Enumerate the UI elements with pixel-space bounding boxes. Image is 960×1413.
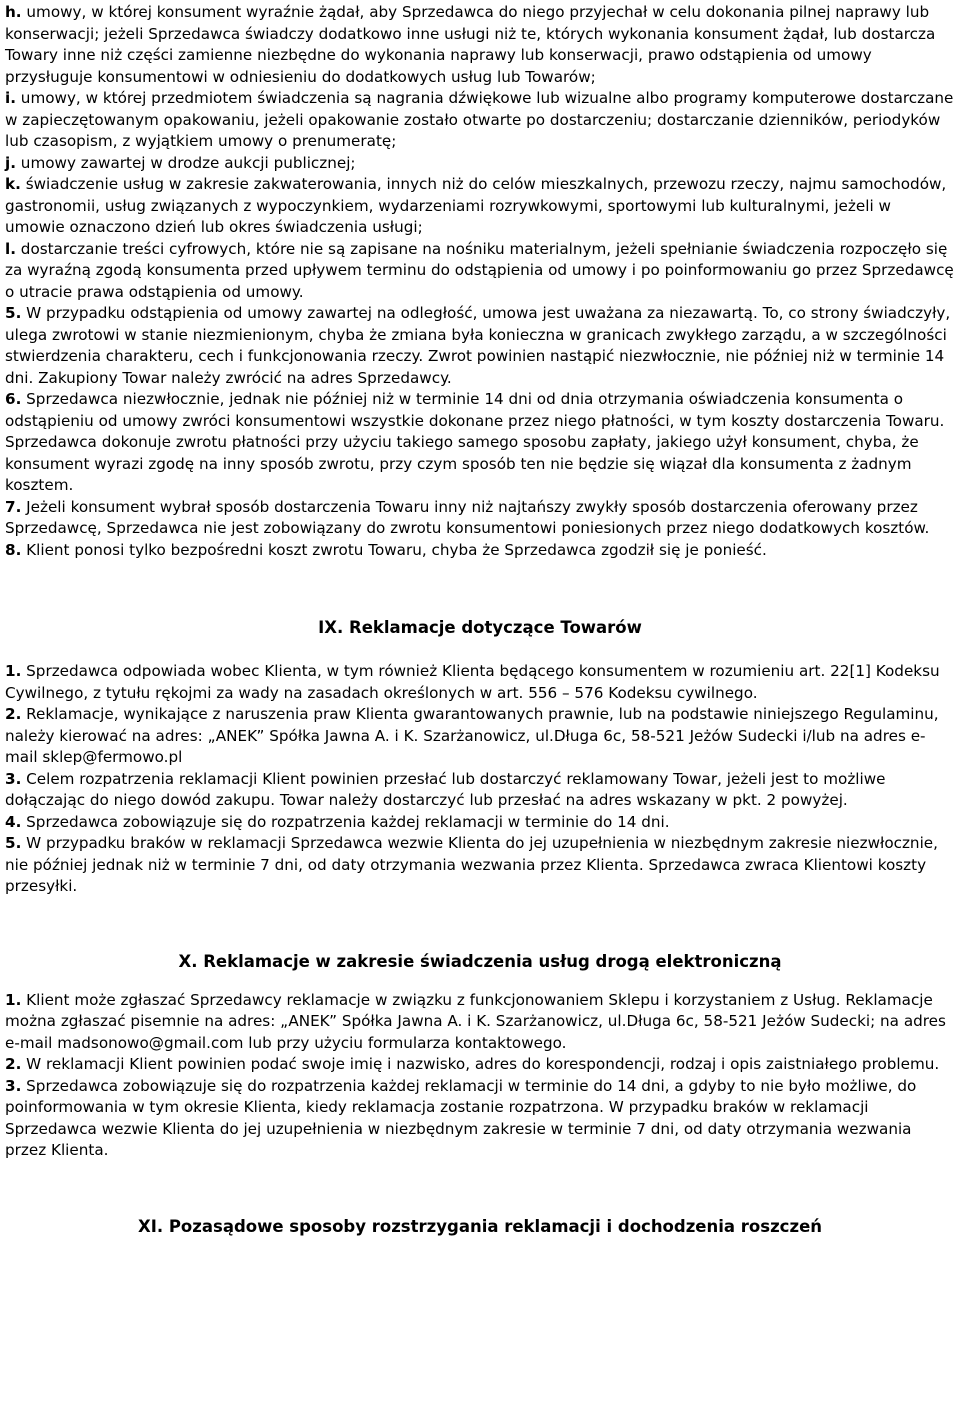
item-text: Sprzedawca zobowiązuje się do rozpatrzenia każdej reklamacji w terminie do 14 dni. (21, 812, 670, 831)
list-item-l (5, 239, 955, 304)
item-text: Sprzedawca odpowiada wobec Klienta, w tym również Klienta będącego konsumentem w rozumieniu art. 22[1] Kodeksu Cywilnego, z tytułu rękojmi za wady na zasadach określonych w art. 556 – 576 Kodeksu cywilnego. (5, 662, 940, 702)
point-6 (5, 389, 955, 497)
item-text: świadczenie usług w zakresie zakwaterowania, innych niż do celów mieszkalnych, przewozu rzeczy, najmu samochodów, gastronomii, usług związanych z wypoczynkiem, wydarzeniami rozrywkowymi, sportowymi lub kulturalnymi, jeżeli w umowie oznaczono dzień lub okres świadczenia usługi; (5, 175, 947, 236)
item-text: W reklamacji Klient powinien podać swoje imię i nazwisko, adres do korespondencji, rodzaj i opis zaistniałego problemu. (21, 1055, 940, 1073)
point-1 (5, 661, 955, 704)
item-text: Celem rozpatrzenia reklamacji Klient powinien przesłać lub dostarczyć reklamowany Towar, jeżeli jest to możliwe dołączając do niego dowód zakupu. Towar należy dostarczyć lub przesłać na adres wskazany w pkt. 2 powyżej. (5, 769, 886, 809)
item-label: 1. (5, 662, 22, 680)
point-5 (5, 833, 955, 898)
item-label: 2. (5, 705, 22, 723)
section-top (5, 2, 955, 561)
section-heading-ix: IX. Reklamacje dotyczące Towarów (318, 618, 642, 637)
item-label: k. (5, 175, 21, 193)
item-text: W przypadku odstąpienia od umowy zawartej na odległość, umowa jest uważana za niezawartą. To, co strony świadczyły, ulega zwrotowi w stanie niezmienionym, chyba że zmiana była konieczna w granicach zwykłego zarządu, a w szczególności stwierdzenia charakteru, cech i funkcjonowania rzeczy. Zwrot powinien nastąpić niezwłocznie, nie później niż w terminie 14 dni. Zakupiony Towar należy zwrócić na adres Sprzedawcy. (5, 304, 951, 387)
point-2 (5, 1054, 955, 1076)
item-text: Jeżeli konsument wybrał sposób dostarczenia Towaru inny niż najtańszy zwykły sposób dostarczenia oferowany przez Sprzedawcę, Sprzedawca nie jest zobowiązany do zwrotu konsumentowi poniesionych przez niego dodatkowych kosztów. (5, 497, 930, 537)
item-text: dostarczanie treści cyfrowych, które nie są zapisane na nośniku materialnym, jeżeli spełnianie świadczenia rozpoczęło się za wyraźną zgodą konsumenta przed upływem terminu do odstąpienia od umowy i po poinformowaniu go przez Sprzedawcę o utracie prawa odstąpienia od umowy. (5, 239, 954, 301)
item-text: Sprzedawca zobowiązuje się do rozpatrzenia każdej reklamacji w terminie do 14 dni, a gdyby to nie było możliwe, do poinformowania w tym okresie Klienta, kiedy reklamacja zostanie rozpatrzona. W przypadku braków w reklamacji Sprzedawca wezwie Klienta do jej uzupełnienia w niezbędnym zakresie w terminie 7 dni, od daty otrzymania wezwania przez Klienta. (5, 1076, 917, 1159)
item-label: h. (5, 3, 22, 21)
list-item-h (5, 2, 955, 88)
item-label: l. (5, 239, 16, 258)
point-3 (5, 1076, 955, 1162)
point-8 (5, 540, 955, 562)
item-label: 5. (5, 304, 22, 322)
point-2 (5, 704, 955, 769)
item-label: 7. (5, 497, 22, 516)
item-text: Reklamacje, wynikające z naruszenia praw Klienta gwarantowanych prawnie, lub na podstawie niniejszego Regulaminu, należy kierować na adres: „ANEK” Spółka Jawna A. i K. Szarżanowicz, ul.Długa 6c, 58-521 Jeżów Sudecki i/lub na adres e-mail sklep@fermowo.pl (5, 705, 939, 766)
item-text: umowy zawartej w drodze aukcji publicznej; (15, 153, 356, 172)
section-ix (5, 661, 955, 898)
item-text: Sprzedawca niezwłocznie, jednak nie później niż w terminie 14 dni od dnia otrzymania oświadczenia konsumenta o odstąpieniu od umowy zwróci konsumentowi wszystkie dokonane przez niego płatności, w tym koszty dostarczenia Towaru. Sprzedawca dokonuje zwrotu płatności przy użyciu takiego samego sposobu zapłaty, jakiego użył konsument, chyba, że konsument wyrazi zgodę na inny sposób zwrotu, przy czym sposób ten nie będzie się wiązał dla konsumenta z żadnym kosztem. (5, 390, 945, 494)
item-label: i. (5, 89, 16, 107)
item-text: Klient może zgłaszać Sprzedawcy reklamacje w związku z funkcjonowaniem Sklepu i korzystaniem z Usług. Reklamacje można zgłaszać pisemnie na adres: „ANEK” Spółka Jawna A. i K. Szarżanowicz, ul.Długa 6c, 58-521 Jeżów Sudecki; na adres e-mail madsonowo@gmail.com lub przy użyciu formularza kontaktowego. (5, 990, 946, 1052)
section-heading-xi: XI. Pozasądowe sposoby rozstrzygania reklamacji i dochodzenia roszczeń (137, 1216, 823, 1236)
item-label: 2. (5, 1055, 22, 1073)
document-page (5, 2, 955, 1238)
point-4 (5, 812, 955, 834)
section-heading-x: X. Reklamacje w zakresie świadczenia usług drogą elektroniczną (178, 951, 782, 971)
item-text: umowy, w której przedmiotem świadczenia są nagrania dźwiękowe lub wizualne albo programy komputerowe dostarczane w zapieczętowanym opakowaniu, jeżeli opakowanie zostało otwarte po dostarczeniu; dostarczanie dzienników, periodyków lub czasopism, z wyjątkiem umowy o prenumeratę; (5, 89, 954, 150)
section-x (5, 990, 955, 1162)
item-label: 1. (5, 990, 22, 1009)
point-7 (5, 497, 955, 540)
item-text: W przypadku braków w reklamacji Sprzedawca wezwie Klienta do jej uzupełnienia w niezbędnym zakresie niezwłocznie, nie później jednak niż w terminie 7 dni, od daty otrzymania wezwania przez Klienta. Sprzedawca zwraca Klientowi koszty przesyłki. (5, 834, 938, 895)
item-label: 3. (5, 1076, 22, 1095)
item-label: 4. (5, 812, 22, 831)
item-label: 3. (5, 769, 22, 788)
list-item-k (5, 174, 955, 239)
item-text: umowy, w której konsument wyraźnie żądał, aby Sprzedawca do niego przyjechał w celu dokonania pilnej naprawy lub konserwacji; jeżeli Sprzedawca świadczy dodatkowo inne usługi niż te, których wykonania konsument żądał, lub dostarcza Towary inne niż części zamienne niezbędne do wykonania naprawy lub konserwacji, prawo odstąpienia od umowy przysługuje konsumentowi w odniesieniu do dodatkowych usług lub Towarów; (5, 3, 936, 86)
item-label: 5. (5, 834, 22, 852)
list-item-i (5, 88, 955, 153)
list-item-j (5, 153, 955, 175)
point-3 (5, 769, 955, 812)
item-label: j. (5, 153, 16, 172)
point-5 (5, 303, 955, 389)
point-1 (5, 990, 955, 1055)
item-text: Klient ponosi tylko bezpośredni koszt zwrotu Towaru, chyba że Sprzedawca zgodził się je ponieść. (21, 540, 767, 559)
item-label: 8. (5, 540, 22, 559)
item-label: 6. (5, 390, 22, 408)
